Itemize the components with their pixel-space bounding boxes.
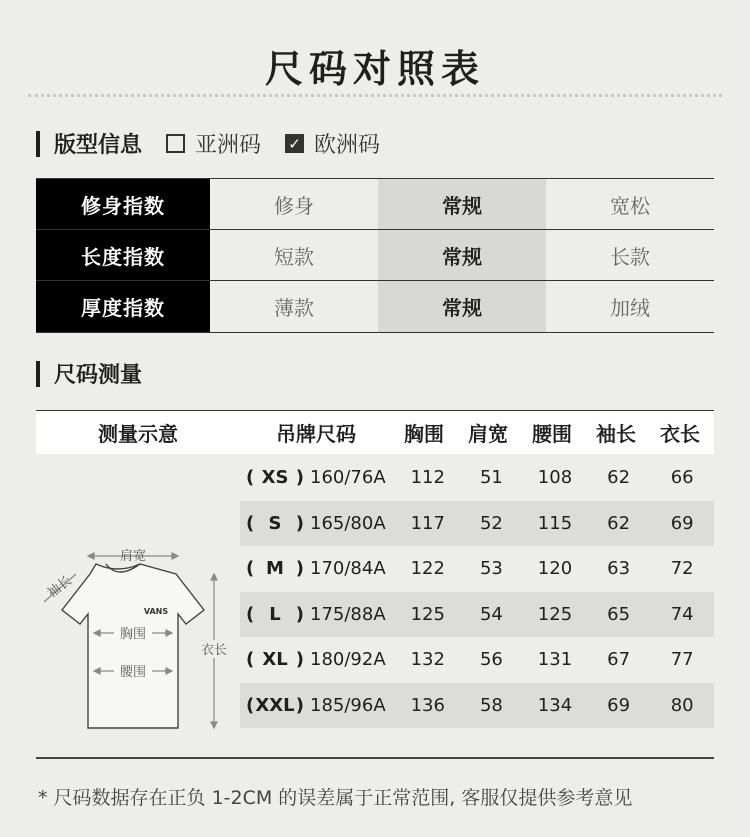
checkbox-checked-icon[interactable]: ✓ — [285, 134, 304, 153]
size-table-header — [36, 410, 714, 454]
header-tag-size: 吊牌尺码 — [276, 422, 356, 446]
sleeve-value: 69 — [607, 694, 631, 716]
section-marker — [36, 131, 40, 157]
shoulder-value: 56 — [479, 649, 503, 671]
length-value: 66 — [670, 467, 694, 489]
waist-value: 131 — [537, 649, 573, 671]
size-code: 165/80A — [310, 512, 386, 534]
size-name: S — [268, 512, 282, 534]
fit-option-cell-selected: 常规 — [378, 281, 546, 332]
fit-option-cell-selected: 常规 — [378, 179, 546, 229]
fit-option-cell: 长款 — [610, 244, 650, 269]
fit-row-label: 厚度指数 — [36, 281, 210, 332]
size-label: ( M ) — [246, 558, 304, 580]
size-label: ( XL ) — [246, 649, 304, 671]
size-name: L — [269, 603, 281, 625]
size-label: ( XS ) — [246, 467, 304, 489]
length-value: 69 — [670, 512, 694, 534]
section-marker — [36, 361, 40, 387]
size-table — [36, 410, 714, 454]
header-sleeve: 袖长 — [596, 422, 636, 446]
shoulder-value: 58 — [479, 694, 503, 716]
sleeve-value: 67 — [607, 649, 631, 671]
chest-value: 136 — [410, 694, 445, 716]
table-row — [240, 637, 714, 683]
size-label: ( XXL ) — [246, 694, 304, 716]
length-label: 衣长 — [200, 643, 228, 658]
size-code: 175/88A — [310, 603, 386, 625]
fit-option-cell: 薄款 — [274, 296, 314, 320]
chest-value: 132 — [410, 649, 445, 671]
header-length: 衣长 — [660, 422, 700, 446]
chest-value: 117 — [410, 512, 445, 534]
waist-value: 134 — [537, 694, 573, 716]
chest-value: 125 — [410, 603, 445, 625]
length-value: 74 — [670, 603, 694, 625]
size-name: XXL — [255, 694, 295, 716]
waist-label: 腰围 — [119, 665, 147, 680]
fit-index-table — [36, 178, 714, 333]
shoulder-value: 53 — [479, 558, 503, 580]
size-rows — [240, 455, 714, 728]
fit-option-cell: 宽松 — [610, 193, 650, 218]
waist-value: 115 — [537, 512, 573, 534]
fit-option-label: 欧洲码 — [314, 133, 381, 158]
sleeve-value: 63 — [607, 558, 631, 580]
footnote: * 尺码数据存在正负 1-2CM 的误差属于正常范围, 客服仅提供参考意见 — [38, 787, 633, 809]
sleeve-label: 袖长 — [44, 573, 75, 602]
waist-value: 125 — [537, 603, 573, 625]
table-bottom-divider — [36, 757, 714, 759]
shoulder-value: 52 — [479, 512, 503, 534]
size-label: ( S ) — [246, 512, 304, 534]
shoulder-label: 肩宽 — [119, 549, 147, 564]
table-row — [240, 455, 714, 501]
fit-option-cell-selected: 常规 — [378, 230, 546, 280]
fit-option-label: 亚洲码 — [195, 133, 262, 158]
size-code: 185/96A — [310, 694, 386, 716]
chest-value: 122 — [410, 558, 445, 580]
size-code: 160/76A — [310, 467, 386, 489]
table-row — [240, 546, 714, 592]
fit-option-cell: 短款 — [274, 244, 314, 269]
table-row — [240, 592, 714, 638]
fit-section-header — [36, 128, 380, 159]
fit-row-label: 长度指数 — [36, 230, 210, 280]
sleeve-value: 62 — [607, 467, 631, 489]
fit-option-cell: 加绒 — [610, 296, 650, 320]
header-shoulder: 肩宽 — [468, 422, 508, 446]
length-value: 80 — [670, 694, 694, 716]
chest-value: 112 — [410, 467, 445, 489]
fit-row-length — [36, 230, 714, 281]
sleeve-value: 65 — [607, 603, 631, 625]
fit-row-thickness — [36, 281, 714, 332]
tshirt-icon — [62, 564, 204, 728]
shoulder-value: 51 — [479, 467, 503, 489]
fit-option-european[interactable] — [285, 128, 380, 159]
size-name: XS — [261, 467, 289, 489]
size-section-header — [36, 358, 142, 389]
table-row — [240, 501, 714, 547]
checkbox-unchecked-icon[interactable] — [166, 134, 185, 153]
fit-option-cell: 修身 — [274, 193, 314, 218]
chest-label: 胸围 — [119, 627, 147, 642]
fit-row-slim — [36, 179, 714, 230]
sleeve-value: 62 — [607, 512, 631, 534]
size-name: XL — [262, 649, 288, 671]
header-measure: 测量示意 — [98, 422, 178, 446]
length-value: 72 — [670, 558, 694, 580]
size-name: M — [266, 558, 284, 580]
size-code: 170/84A — [310, 558, 386, 580]
fit-row-label: 修身指数 — [36, 179, 210, 229]
dotted-divider — [28, 94, 722, 97]
size-code: 180/92A — [310, 649, 386, 671]
size-section-title: 尺码测量 — [54, 363, 143, 388]
waist-value: 120 — [537, 558, 573, 580]
brand-logo: VANS — [143, 607, 169, 616]
header-chest: 胸围 — [404, 422, 444, 446]
tshirt-measure-diagram — [36, 540, 240, 735]
fit-section-title: 版型信息 — [54, 133, 143, 158]
header-waist: 腰围 — [532, 422, 572, 446]
length-value: 77 — [670, 649, 694, 671]
table-row — [240, 683, 714, 729]
waist-value: 108 — [537, 467, 573, 489]
page-title: 尺码对照表 — [264, 47, 485, 91]
fit-option-asian[interactable] — [166, 128, 261, 159]
size-label: ( L ) — [246, 603, 304, 625]
shoulder-value: 54 — [479, 603, 503, 625]
